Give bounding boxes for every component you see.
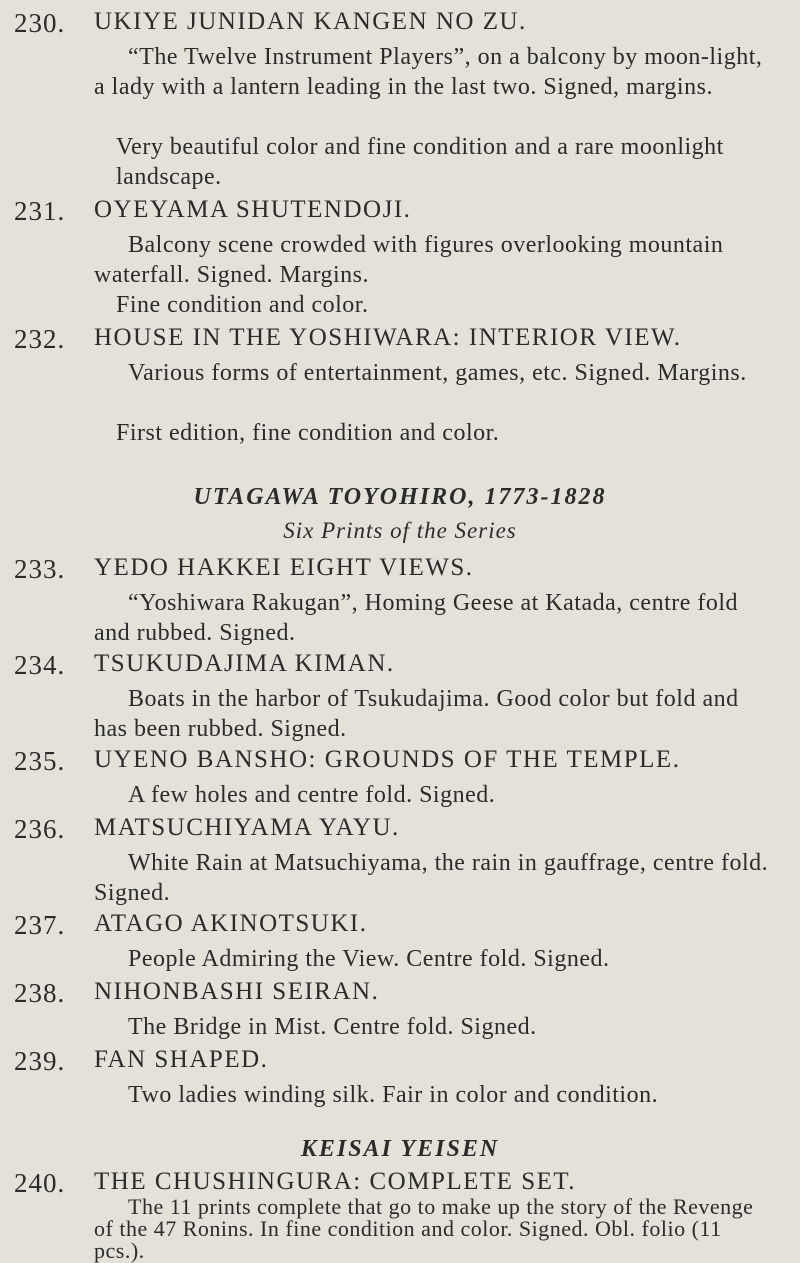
lot-title: HOUSE IN THE YOSHIWARA: INTERIOR VIEW. — [94, 324, 682, 351]
lot-title: FAN SHAPED. — [94, 1046, 269, 1073]
lot-number: 233. — [14, 554, 66, 584]
lot-number: 236. — [14, 814, 66, 844]
artist-heading: UTAGAWA TOYOHIRO, 1773-1828 — [193, 484, 607, 510]
lot-title: ATAGO AKINOTSUKI. — [94, 910, 368, 937]
lot-title: TSUKUDAJIMA KIMAN. — [94, 650, 395, 677]
lot-number: 235. — [14, 746, 66, 776]
lot-note: Very beautiful color and fine condition and a rare moonlight landscape. — [116, 134, 724, 190]
lot-title: UYENO BANSHO: GROUNDS OF THE TEMPLE. — [94, 746, 681, 773]
lot-note: First edition, fine condition and color. — [116, 420, 500, 446]
lot-title: UKIYE JUNIDAN KANGEN NO ZU. — [94, 8, 527, 35]
artist-heading: KEISAI YEISEN — [300, 1136, 500, 1162]
lot-description: Various forms of entertainment, games, etc. Signed. Margins. — [128, 360, 747, 386]
lot-description: People Admiring the View. Centre fold. Signed. — [128, 946, 610, 972]
lot-title: NIHONBASHI SEIRAN. — [94, 978, 380, 1005]
lot-title: OYEYAMA SHUTENDOJI. — [94, 196, 412, 223]
lot-title: THE CHUSHINGURA: COMPLETE SET. — [94, 1168, 577, 1195]
lot-title: MATSUCHIYAMA YAYU. — [94, 814, 400, 841]
lot-description: “The Twelve Instrument Players”, on a balcony by moon-light, a lady with a lantern leading in the last two. Signed, margins. — [94, 44, 763, 100]
lot-description: Boats in the harbor of Tsukudajima. Good color but fold and has been rubbed. Signed. — [94, 686, 739, 742]
lot-description: “Yoshiwara Rakugan”, Homing Geese at Katada, centre fold and rubbed. Signed. — [94, 590, 739, 646]
series-subheading: Six Prints of the Series — [283, 518, 517, 543]
lot-number: 238. — [14, 978, 66, 1008]
lot-number: 231. — [14, 196, 66, 226]
lot-number: 230. — [14, 8, 66, 38]
lot-description: Two ladies winding silk. Fair in color and condition. — [128, 1082, 659, 1108]
lot-description: The Bridge in Mist. Centre fold. Signed. — [128, 1014, 537, 1040]
lot-title: YEDO HAKKEI EIGHT VIEWS. — [94, 554, 474, 581]
lot-description: Balcony scene crowded with figures overlooking mountain waterfall. Signed. Margins. — [94, 232, 724, 288]
lot-description: A few holes and centre fold. Signed. — [128, 782, 496, 808]
lot-description: White Rain at Matsuchiyama, the rain in gauffrage, centre fold. Signed. — [94, 850, 769, 906]
lot-number: 237. — [14, 910, 66, 940]
lot-number: 240. — [14, 1168, 66, 1198]
lot-note: Fine condition and color. — [116, 292, 369, 318]
lot-number: 234. — [14, 650, 66, 680]
lot-number: 232. — [14, 324, 66, 354]
lot-number: 239. — [14, 1046, 66, 1076]
lot-description: The 11 prints complete that go to make up the story of the Revenge of the 47 Ronins. In fine condition and color. Signed. Obl. folio (11 pcs.). — [94, 1194, 754, 1263]
